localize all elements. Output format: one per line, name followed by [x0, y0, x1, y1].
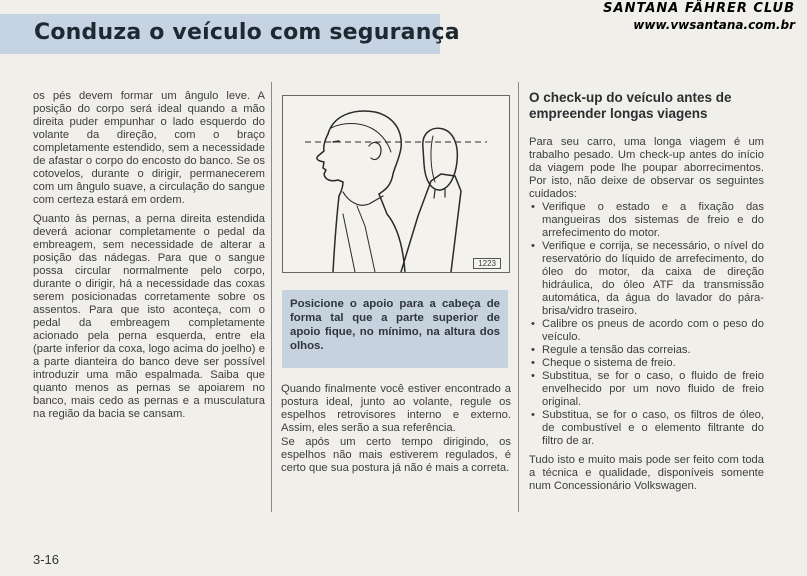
paragraph: Quando finalmente você estiver encontrado a postura ideal, junto ao volante, regule os espelhos retrovisores interno e externo. Assim, eles serão a sua referência.: [281, 383, 511, 434]
paragraph: Para seu carro, uma longa viagem é um trabalho pesado. Um check-up antes do início da viagem pode lhe poupar aborrecimentos. Por isto, não deixe de observar os seguintes cuidados:: [529, 136, 764, 200]
paragraph: Tudo isto e muito mais pode ser feito com toda a técnica e qualidade, disponíveis somente num Concessionário Volkswagen.: [529, 454, 764, 492]
column-divider: [271, 82, 272, 512]
club-website: www.vwsantana.com.br: [633, 18, 795, 32]
paragraph: Quanto às pernas, a perna direita estendida deverá acionar completamente o pedal da embreagem, sem necessidade de alterar a posição das nádegas. Para que o sangue possa circular normalmente pelo corpo, durante o dirigir, há a necessidade das coxas serem posicionadas corretamente sobre os assentos. Para que isto aconteça, com o pedal da embreagem completamente acionado pela perna esquerda, entre ela (parte inferior da coxa, logo acima do joelho) e a parte dianteira do banco deve ser possível introduzir uma mão espalmada. Saiba que quanto menos as pernas se apoiarem no banco, mais cedo as pernas e a musculatura na região da bacia se cansam.: [33, 213, 265, 420]
list-item: • Verifique o estado e a fixação das mangueiras dos sistemas de freio e do arrefecimento do motor.: [529, 201, 764, 240]
column-right: [529, 90, 764, 499]
list-item: • Regule a tensão das correias.: [529, 344, 764, 357]
list-item: • Substitua, se for o caso, os filtros de óleo, de combustível e o elemento filtrante do filtro de ar.: [529, 409, 764, 448]
list-item: • Verifique e corrija, se necessário, o nível do reservatório do líquido de arrefecimento, do óleo do motor, da caixa de direção hidráulica, do óleo ATF da transmissão automática, da água do lavador do pára-brisa/vidro traseiro.: [529, 240, 764, 318]
list-item: • Cheque o sistema de freio.: [529, 357, 764, 370]
column-middle: [281, 383, 511, 481]
paragraph: Se após um certo tempo dirigindo, os espelhos não mais estiverem regulados, é certo que sua postura já não é mais a correta.: [281, 436, 511, 474]
column-divider: [518, 82, 519, 512]
checklist: [529, 201, 764, 448]
club-name: SANTANA FÄHRER CLUB: [603, 1, 795, 16]
highlight-note: Posicione o apoio para a cabeça de forma tal que a parte superior de apoio fique, no mínimo, na altura dos olhos.: [282, 290, 508, 368]
list-item: • Calibre os pneus de acordo com o peso do veículo.: [529, 318, 764, 344]
list-item: • Substitua, se for o caso, o fluido de freio envelhecido por um novo fluido de freio original.: [529, 370, 764, 409]
figure-id: 1223: [473, 258, 501, 269]
section-heading: O check-up do veículo antes de empreender longas viagens: [529, 90, 732, 121]
column-left: [33, 90, 265, 427]
page-number: 3-16: [33, 552, 60, 567]
club-watermark: [603, 1, 795, 32]
paragraph: os pés devem formar um ângulo leve. A posição do corpo será ideal quando a mão direita puder empunhar o lado esquerdo do volante da direção, com o braço completamente estendido, sem a necessidade de afastar o corpo do encosto do banco. Se os cotovelos, durante o dirigir, permanecerem com um ângulo suave, a circulação do sangue com certeza estará em ordem.: [33, 90, 265, 206]
driver-head-restraint-illustration: [283, 96, 509, 272]
head-restraint-figure: [282, 95, 510, 273]
page-title: Conduza o veículo com segurança: [34, 20, 460, 45]
